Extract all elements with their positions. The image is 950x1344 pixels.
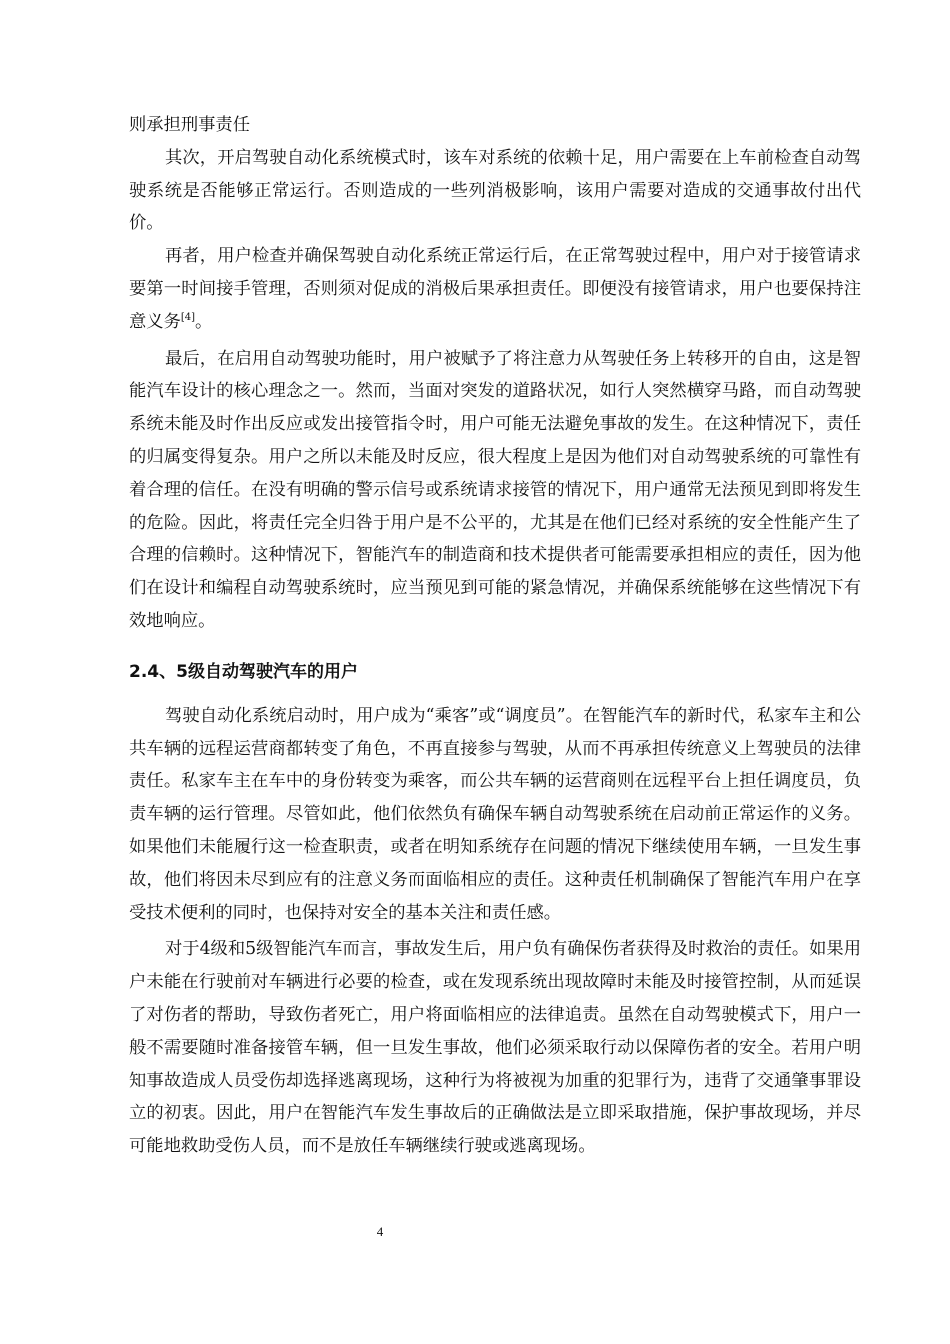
section-paragraph-2: 对于4级和5级智能汽车而言，事故发生后，用户负有确保伤者获得及时救治的责任。如果用户未能在行驶前对车辆进行必要的检查，或在发现系统出现故障时未能及时接管控制，从而延误了对伤者的帮助，导致伤者死亡，用户将面临相应的法律追责。虽然在自动驾驶模式下，用户一般不需要随时准备接管车辆，但一旦发生事故，他们必须采取行动以保障伤者的安全。若用户明知事故造成人员受伤却选择逃离现场，这种行为将被视为加重的犯罪行为，违背了交通肇事罪设立的初衷。因此，用户在智能汽车发生事故后的正确做法是立即采取措施，保护事故现场，并尽可能地救助受伤人员，而不是放任车辆继续行驶或逃离现场。 <box>129 939 861 1157</box>
paragraph-finally: 最后，在启用自动驾驶功能时，用户被赋予了将注意力从驾驶任务上转移开的自由，这是智能汽车设计的核心理念之一。然而，当面对突发的道路状况，如行人突然横穿马路，而自动驾驶系统未能及时作出反应或发出接管指令时，用户可能无法避免事故的发生。在这种情况下，责任的归属变得复杂。用户之所以未能及时反应，很大程度上是因为他们对自动驾驶系统的可靠性有着合理的信任。在没有明确的警示信号或系统请求接管的情况下，用户通常无法预见到即将发生的危险。因此，将责任完全归咎于用户是不公平的，尤其是在他们已经对系统的安全性能产生了合理的信赖时。这种情况下，智能汽车的制造商和技术提供者可能需要承担相应的责任，因为他们在设计和编程自动驾驶系统时，应当预见到可能的紧急情况，并确保系统能够在这些情况下有效地响应。 <box>129 348 861 631</box>
paragraph-furthermore <box>129 240 861 338</box>
page-number: 4 <box>376 1224 384 1239</box>
document-page <box>129 109 861 1163</box>
citation-reference: [4] <box>180 312 196 324</box>
paragraph-continuation: 则承担刑事责任 <box>129 115 250 135</box>
paragraph-furthermore-text: 再者，用户检查并确保驾驶自动化系统正常运行后，在正常驾驶过程中，用户对于接管请求要第一时间接手管理，否则须对促成的消极后果承担责任。即便没有接管请求，用户也要保持注意义务 <box>129 246 861 332</box>
paragraph-furthermore-end: 。 <box>195 311 213 332</box>
section-heading: 2.4、5级自动驾驶汽车的用户 <box>129 661 358 682</box>
section-paragraph-1: 驾驶自动化系统启动时，用户成为“乘客”或“调度员”。在智能汽车的新时代，私家车主和公共车辆的远程运营商都转变了角色，不再直接参与驾驶，从而不再承担传统意义上驾驶员的法律责任。私家车主在车中的身份转变为乘客，而公共车辆的运营商则在远程平台上担任调度员，负责车辆的运行管理。尽管如此，他们依然负有确保车辆自动驾驶系统在启动前正常运作的义务。如果他们未能履行这一检查职责，或者在明知系统存在问题的情况下继续使用车辆，一旦发生事故，他们将因未尽到应有的注意义务而面临相应的责任。这种责任机制确保了智能汽车用户在享受技术便利的同时，也保持对安全的基本关注和责任感。 <box>129 705 861 923</box>
paragraph-secondly: 其次，开启驾驶自动化系统模式时，该车对系统的依赖十足，用户需要在上车前检查自动驾驶系统是否能够正常运行。否则造成的一些列消极影响，该用户需要对造成的交通事故付出代价。 <box>129 147 861 234</box>
